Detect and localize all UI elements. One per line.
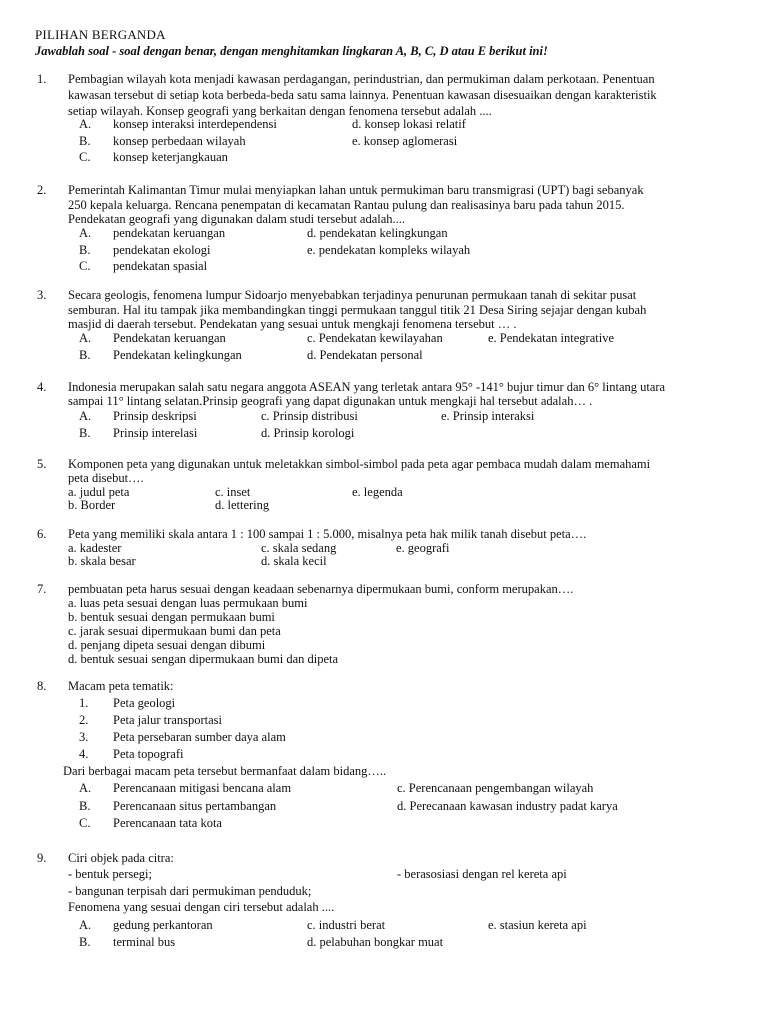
option-c[interactable]: c. skala sedang: [261, 541, 337, 555]
option-e[interactable]: e. Prinsip interaksi: [441, 409, 535, 423]
option-d[interactable]: d. lettering: [215, 498, 270, 512]
option-d[interactable]: d. pendekatan kelingkungan: [307, 226, 448, 240]
question-text-line: sampai 11° lintang selatan.Prinsip geografi yang dapat digunakan untuk mengkaji hal tersebut adalah… .: [68, 394, 593, 408]
option-e[interactable]: e. Pendekatan integrative: [488, 331, 614, 345]
question-text-line: pembuatan peta harus sesuai dengan keadaan sebenarnya dipermukaan bumi, conform merupakan….: [68, 582, 574, 596]
option-letter-b: B.: [79, 134, 91, 148]
question-text-line: semburan. Hal itu tampak jika membandingkan tinggi permukaan tanggul titik 21 Desa Siring sejajar dengan kubah: [68, 303, 647, 317]
option-e[interactable]: e. konsep aglomerasi: [352, 134, 458, 148]
option-b[interactable]: Prinsip interelasi: [113, 426, 198, 440]
instruction-text: Jawablah soal - soal dengan benar, dengan menghitamkan lingkaran A, B, C, D atau E berikut ini!: [35, 44, 548, 58]
list-item-number: 1.: [79, 696, 89, 710]
option-letter-c: C.: [79, 259, 91, 273]
option-letter-a: A.: [79, 409, 92, 423]
option-b[interactable]: konsep perbedaan wilayah: [113, 134, 246, 148]
option-c[interactable]: c. Pendekatan kewilayahan: [307, 331, 443, 345]
option-d[interactable]: d. konsep lokasi relatif: [352, 117, 466, 131]
option-a[interactable]: a. kadester: [68, 541, 122, 555]
list-item: Peta jalur transportasi: [113, 713, 222, 727]
option-letter-b: B.: [79, 935, 91, 949]
option-d[interactable]: d. penjang dipeta sesuai dengan dibumi: [68, 638, 266, 652]
option-b[interactable]: b. bentuk sesuai dengan permukaan bumi: [68, 610, 275, 624]
list-item: Peta topografi: [113, 747, 184, 761]
option-a[interactable]: gedung perkantoran: [113, 918, 213, 932]
option-c[interactable]: c. industri berat: [307, 918, 386, 932]
option-letter-b: B.: [79, 243, 91, 257]
option-letter-c: C.: [79, 150, 91, 164]
option-c[interactable]: c. jarak sesuai dipermukaan bumi dan peta: [68, 624, 281, 638]
question-text-line: Pendekatan geografi yang digunakan dalam studi tersebut adalah....: [68, 212, 406, 226]
option-letter-b: B.: [79, 348, 91, 362]
question-text-line: setiap wilayah. Konsep geografi yang berkaitan dengan fenomena tersebut adalah ....: [68, 104, 492, 118]
question-text-line: Komponen peta yang digunakan untuk meletakkan simbol-simbol pada peta agar pembaca mudah dalam memahami: [68, 457, 651, 471]
option-a[interactable]: a. luas peta sesuai dengan luas permukaan bumi: [68, 596, 308, 610]
option-letter-a: A.: [79, 117, 92, 131]
question-text-line: Pembagian wilayah kota menjadi kawasan perdagangan, perindustrian, dan permukiman dalam perkotaan. Penentuan: [68, 72, 655, 86]
option-d[interactable]: d. Perecanaan kawasan industry padat karya: [397, 799, 618, 813]
option-letter-b: B.: [79, 799, 91, 813]
question-number: 1.: [37, 72, 47, 86]
option-a[interactable]: pendekatan keruangan: [113, 226, 226, 240]
option-e[interactable]: d. bentuk sesuai sengan dipermukaan bumi dan dipeta: [68, 652, 339, 666]
option-b[interactable]: b. Border: [68, 498, 116, 512]
question-stem: Fenomena yang sesuai dengan ciri tersebut adalah ....: [68, 900, 335, 914]
option-c[interactable]: konsep keterjangkauan: [113, 150, 228, 164]
bullet-item: - bentuk persegi;: [68, 867, 153, 881]
section-title: PILIHAN BERGANDA: [35, 27, 166, 42]
option-b[interactable]: Pendekatan kelingkungan: [113, 348, 242, 362]
option-d[interactable]: d. skala kecil: [261, 554, 327, 568]
question-number: 5.: [37, 457, 47, 471]
question-text-line: 250 kepala keluarga. Rencana penempatan di kecamatan Rantau pulung dan realisasinya baru pada tahun 2015.: [68, 198, 625, 212]
option-c[interactable]: pendekatan spasial: [113, 259, 208, 273]
option-a[interactable]: Pendekatan keruangan: [113, 331, 226, 345]
option-letter-a: A.: [79, 331, 92, 345]
option-c[interactable]: c. inset: [215, 485, 251, 499]
option-letter-a: A.: [79, 918, 92, 932]
question-number: 2.: [37, 183, 47, 197]
option-b[interactable]: b. skala besar: [68, 554, 136, 568]
question-text-line: Indonesia merupakan salah satu negara anggota ASEAN yang terletak antara 95° -141° bujur timur dan 6° lintang utara: [68, 380, 666, 394]
option-c[interactable]: c. Prinsip distribusi: [261, 409, 358, 423]
option-letter-a: A.: [79, 781, 92, 795]
option-a[interactable]: Prinsip deskripsi: [113, 409, 197, 423]
question-number: 4.: [37, 380, 47, 394]
option-a[interactable]: Perencanaan mitigasi bencana alam: [113, 781, 292, 795]
option-d[interactable]: d. Pendekatan personal: [307, 348, 423, 362]
list-item-number: 2.: [79, 713, 89, 727]
bullet-item: - bangunan terpisah dari permukiman penduduk;: [68, 884, 312, 898]
list-item-number: 3.: [79, 730, 89, 744]
option-d[interactable]: d. Prinsip korologi: [261, 426, 355, 440]
question-text-line: peta disebut….: [68, 471, 144, 485]
question-text-line: Ciri objek pada citra:: [68, 851, 174, 865]
option-c[interactable]: Perencanaan tata kota: [113, 816, 222, 830]
option-b[interactable]: terminal bus: [113, 935, 176, 949]
question-text-line: masjid di daerah tersebut. Pendekatan yang sesuai untuk mengkaji fenomena tersebut … .: [68, 317, 517, 331]
option-letter-c: C.: [79, 816, 91, 830]
question-text-line: Secara geologis, fenomena lumpur Sidoarjo menyebabkan terjadinya penurunan permukaan tanah di sekitar pusat: [68, 288, 637, 302]
question-stem: Dari berbagai macam peta tersebut bermanfaat dalam bidang…..: [63, 764, 387, 778]
option-a[interactable]: a. judul peta: [68, 485, 130, 499]
option-e[interactable]: e. pendekatan kompleks wilayah: [307, 243, 471, 257]
question-number: 7.: [37, 582, 47, 596]
option-c-alt[interactable]: c. Perencanaan pengembangan wilayah: [397, 781, 594, 795]
option-letter-b: B.: [79, 426, 91, 440]
option-letter-a: A.: [79, 226, 92, 240]
option-e[interactable]: e. geografi: [396, 541, 450, 555]
list-item-number: 4.: [79, 747, 89, 761]
question-text-line: Pemerintah Kalimantan Timur mulai menyiapkan lahan untuk permukiman baru transmigrasi (UPT) bagi sebanyak: [68, 183, 644, 197]
list-item: Peta geologi: [113, 696, 176, 710]
question-text-line: Macam peta tematik:: [68, 679, 174, 693]
option-b[interactable]: pendekatan ekologi: [113, 243, 211, 257]
option-e[interactable]: e. legenda: [352, 485, 403, 499]
option-d[interactable]: d. pelabuhan bongkar muat: [307, 935, 444, 949]
question-text-line: kawasan tersebut di setiap kota berbeda-beda satu sama lainnya. Penentuan kawasan disesuaikan dengan karakteristik: [68, 88, 657, 102]
question-number: 9.: [37, 851, 47, 865]
bullet-item: - berasosiasi dengan rel kereta api: [397, 867, 567, 881]
option-b[interactable]: Perencanaan situs pertambangan: [113, 799, 277, 813]
question-number: 8.: [37, 679, 47, 693]
list-item: Peta persebaran sumber daya alam: [113, 730, 286, 744]
question-text-line: Peta yang memiliki skala antara 1 : 100 sampai 1 : 5.000, misalnya peta hak milik tanah disebut peta….: [68, 527, 587, 541]
option-a[interactable]: konsep interaksi interdependensi: [113, 117, 277, 131]
question-number: 6.: [37, 527, 47, 541]
option-e[interactable]: e. stasiun kereta api: [488, 918, 587, 932]
question-number: 3.: [37, 288, 47, 302]
